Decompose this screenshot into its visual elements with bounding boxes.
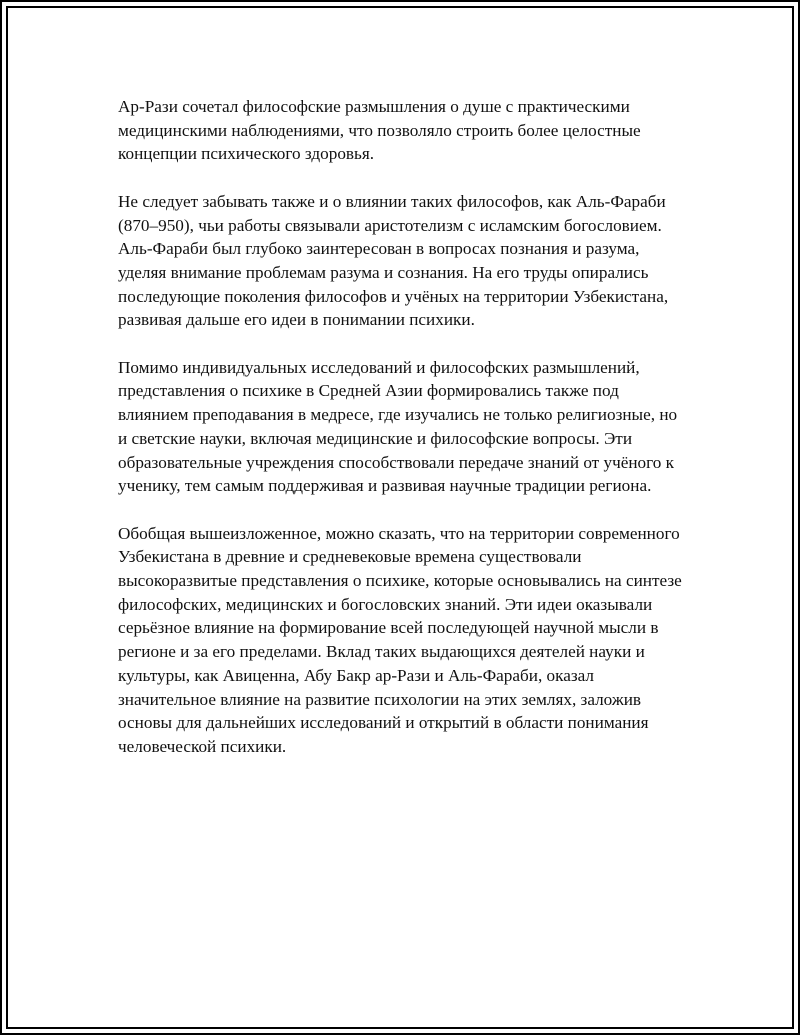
paragraph-1: Ар-Рази сочетал философские размышления о душе с практическими медицинскими наблюдениями, что позволяло строить более целостные концепции психического здоровья.	[118, 97, 641, 164]
document-body	[118, 95, 688, 782]
paragraph-4: Обобщая вышеизложенное, можно сказать, что на территории современного Узбекистана в древние и средневековые времена существовали высокоразвитые представления о психике, которые основывались на синтезе философских, медицинских и богословских знаний. Эти идеи оказывали серьёзное влияние на формирование всей последующей научной мысли в регионе и за его пределами. Вклад таких выдающихся деятелей науки и культуры, как Авиценна, Абу Бакр ар-Рази и Аль-Фараби, оказал значительное влияние на развитие психологии на этих землях, заложив основы для дальнейших исследований и открытий в области понимания человеческой психики.	[118, 523, 682, 756]
paragraph-3: Помимо индивидуальных исследований и философских размышлений, представления о психике в Средней Азии формировались также под влиянием преподавания в медресе, где изучались не только религиозные, но и светские науки, включая медицинские и философские вопросы. Эти образовательные учреждения способствовали передаче знаний от учёного к ученику, тем самым поддерживая и развивая научные традиции региона.	[118, 357, 678, 496]
paragraph-2: Не следует забывать также и о влиянии таких философов, как Аль-Фараби (870–950), чьи работы связывали аристотелизм с исламским богословием. Аль-Фараби был глубоко заинтересован в вопросах познания и разума, уделяя внимание проблемам разума и сознания. На его труды опирались последующие поколения философов и учёных на территории Узбекистана, развивая дальше его идеи в понимании психики.	[118, 191, 669, 330]
